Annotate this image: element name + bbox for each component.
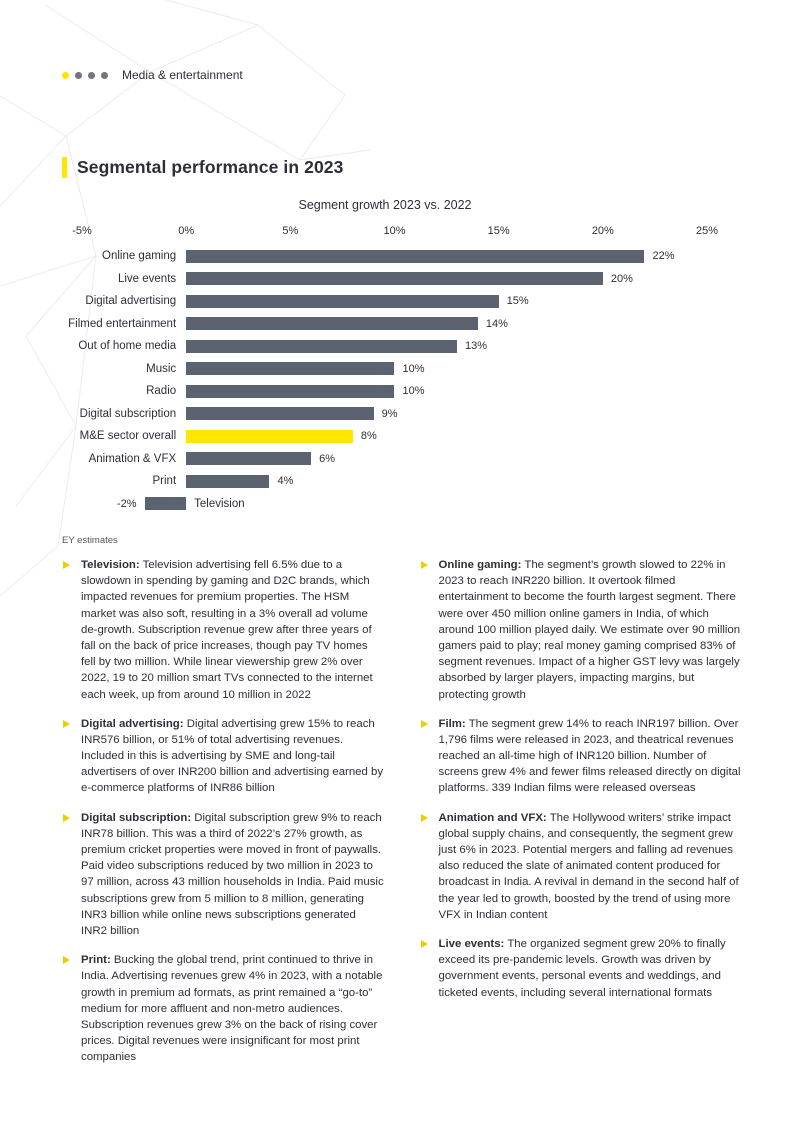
bar-category-label: Filmed entertainment [68,317,177,330]
bullet-text [81,810,385,940]
triangle-right-icon [63,814,70,822]
bullet-body: Bucking the global trend, print continued to thrive in India. Advertising revenues grew 4% in 2023, with a notable growth in premium ad formats, as print remained a “go-to” medium for more affluent and non-metro audiences. Subscription revenues grew 3% on the back of rising cover prices. Digital revenues were insignificant for most print companies [81,954,383,1064]
bullet-text [439,557,743,703]
triangle-right-icon [421,814,428,822]
bar [186,475,269,488]
bar-category-label: Out of home media [78,340,177,353]
bar-value-label: 13% [465,340,488,353]
triangle-right-icon [63,956,70,964]
bullet-column-right [420,557,743,1078]
gray-dot-icon [101,72,108,79]
bar [186,385,394,398]
bar-value-label: 20% [610,272,633,285]
gray-dot-icon [75,72,82,79]
triangle-right-icon [421,940,428,948]
title-accent-bar [62,157,67,178]
bullet-lead: Print: [81,954,111,967]
bullet-item-live-events [420,936,743,1001]
bar-value-label: 22% [652,250,675,263]
bullet-body: Digital advertising grew 15% to reach INR576 billion, or 51% of total advertising revenues. Included in this is advertising by SME and long-tail advertisers of over INR200 billion and advertising earned by e-commerce platforms of INR86 billion [81,717,384,795]
highlight-bar [186,430,353,443]
bullet-item-television [62,557,385,703]
x-axis [0,223,800,243]
bullet-lead: Digital advertising: [81,717,184,730]
bullet-body: The segment grew 14% to reach INR197 billion. Over 1,796 films were released in 2023, and theatrical revenues reached an all-time high of INR120 billion. Number of screens grew 4% and fewer films released directly on digital platforms. 339 Indian films were released overseas [438,717,741,795]
bullet-lead: Digital subscription: [81,811,192,824]
bar [186,317,478,330]
bar-category-label: Print [152,475,177,488]
bullet-item-print [62,952,385,1065]
page-tag [62,68,243,82]
bar-category-label: Animation & VFX [88,452,177,465]
chart-title: Segment growth 2023 vs. 2022 [298,198,472,212]
bullet-lead: Online gaming: [438,559,522,571]
bar-value-label: 10% [402,385,425,398]
bullet-text [439,810,743,923]
bar-category-label: Online gaming [102,250,177,263]
bullet-lead: Live events: [438,937,505,950]
bar [186,407,374,420]
x-axis-tick: 10% [383,225,406,237]
bullet-body: Digital subscription grew 9% to reach INR78 billion. This was a third of 2022’s 27% growth, as premium cricket properties were moved in front of paywalls. Paid video subscriptions reduced by two million in 2023 to 97 million, across 43 million households in India. Paid music subscriptions grew from 5 million to 8 million, generating INR3 billion while online news subscriptions generated INR2 billion [81,811,384,937]
gray-dot-icon [88,72,95,79]
chart-row [0,358,800,381]
bar-category-label: Digital subscription [79,407,177,420]
bar-value-label: 8% [360,430,377,443]
chart-row [0,380,800,403]
bar [186,250,644,263]
segment-growth-chart [0,198,800,515]
triangle-right-icon [63,720,70,728]
triangle-right-icon [421,561,428,569]
bullet-text [439,716,743,797]
bullet-lead: Television: [81,559,140,571]
bar-value-label: 15% [506,295,529,308]
bullet-body: The organized segment grew 20% to finally exceed its pre-pandemic levels. Growth was driven by government events, personal events and weddings, and ticketed events, including several international formats [438,937,726,999]
bar-value-label: 4% [277,475,294,488]
page-tag-label: Media & entertainment [122,68,243,82]
chart-row [0,268,800,291]
bullet-text [439,936,743,1001]
bar-category-label: Digital advertising [85,295,177,308]
x-axis-tick: -5% [72,225,92,237]
bar-category-label: Music [146,362,177,375]
bullet-body: Television advertising fell 6.5% due to a slowdown in spending by gaming and D2C brands, which impacted revenues for premium properties. The HSM market was also soft, resulting in a 3% overall ad volume de-growth. Subscription revenue grew after three years of fall on the back of price increases, though pay TV homes fell by two million. While linear viewership grew 2% over 2022, 19 to 20 million smart TVs connected to the internet each week, up from around 10 million in 2022 [81,559,373,701]
bullet-text [81,557,385,703]
bullet-item-online-gaming [420,557,743,703]
bar-value-label: 14% [485,317,508,330]
chart-row [0,448,800,471]
bullet-item-film [420,716,743,797]
bar [186,340,457,353]
x-axis-tick: 15% [487,225,510,237]
bar-value-label: 6% [319,452,336,465]
bullet-lead: Animation and VFX: [438,811,547,824]
x-axis-tick: 25% [695,225,719,237]
section-title-block [62,157,343,178]
bullet-item-digital-subscription [62,810,385,940]
chart-row [0,425,800,448]
bullet-column-left [62,557,385,1078]
chart-row [0,403,800,426]
bar-value-label: 10% [402,362,425,375]
bar-category-label: Live events [117,272,177,285]
page-title: Segmental performance in 2023 [77,157,344,177]
chart-row [0,493,800,516]
bar-category-label: M&E sector overall [79,430,177,443]
chart-row [0,470,800,493]
bar [186,452,311,465]
chart-row [0,313,800,336]
chart-plot-area [0,245,800,515]
bar [186,272,603,285]
chart-row [0,245,800,268]
source-note: EY estimates [62,535,118,546]
bullet-lead: Film: [438,717,466,730]
bar-value-label: -2% [116,497,137,510]
commentary-section [62,557,742,1078]
bullet-body: The segment’s growth slowed to 22% in 2023 to reach INR220 billion. It overtook filmed entertainment to become the fourth largest segment. There were over 450 million online gamers in India, of which around 100 million played daily. We estimate over 90 million gamers paid to play; real money gaming comprised 83% of segment revenues. Impact of a higher GST levy was largely absorbed by larger players, impacting margins, but protecting growth [438,559,741,701]
chart-row [0,290,800,313]
chart-row [0,335,800,358]
triangle-right-icon [421,720,428,728]
bullet-text [81,716,385,797]
yellow-dot-icon [62,72,69,79]
bar [145,497,187,510]
bullet-text [81,952,385,1065]
bullet-item-digital-advertising [62,716,385,797]
x-axis-tick: 5% [282,225,299,237]
bullet-body: The Hollywood writers’ strike impact global supply chains, and consequently, the segment grew just 6% in 2023. Potential mergers and falling ad revenues also reduced the slate of animated content produced for broadcast in India. A revival in demand in the second half of the year led to growth, boosted by the trend of using more VFX in Indian content [438,811,739,921]
bullet-item-animation-vfx [420,810,743,923]
bar-category-label: Television [194,497,245,510]
bar-category-label: Radio [146,385,177,398]
bar [186,362,394,375]
x-axis-tick: 0% [178,225,195,237]
x-axis-tick: 20% [591,225,614,237]
triangle-right-icon [63,561,70,569]
bar [186,295,499,308]
bar-value-label: 9% [381,407,398,420]
